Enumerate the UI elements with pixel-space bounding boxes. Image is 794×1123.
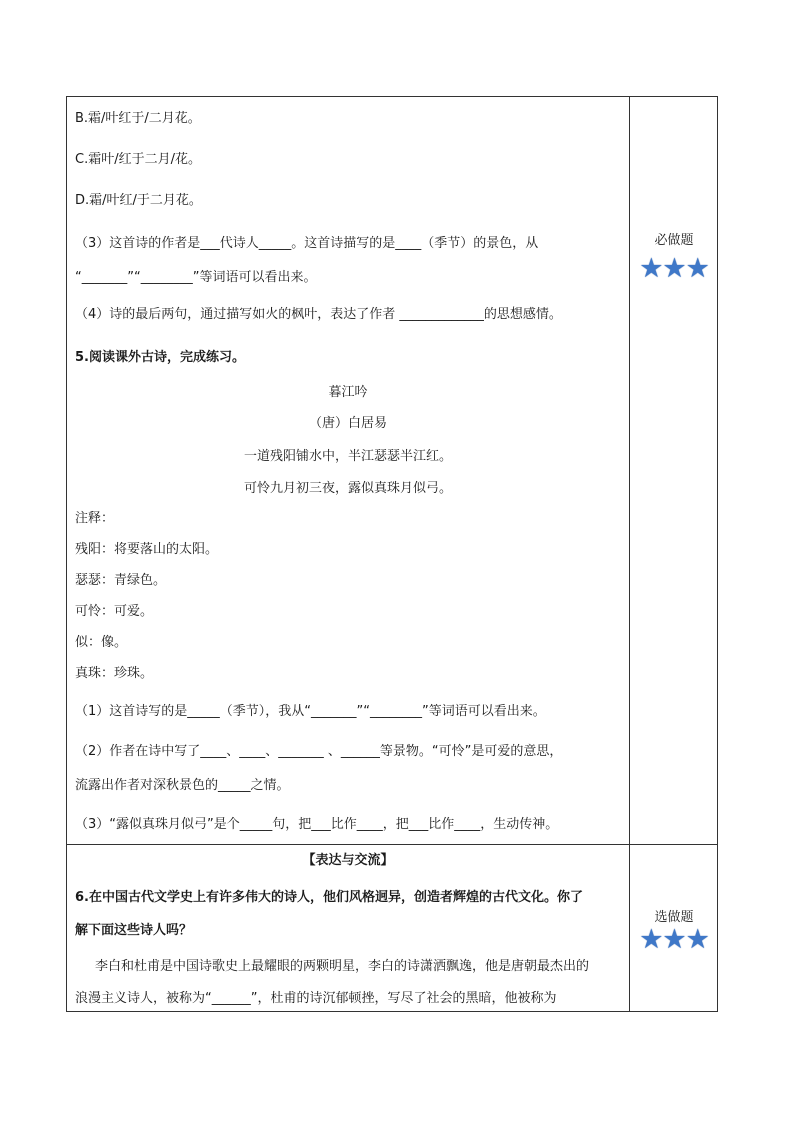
question-6-line-1: 6.在中国古代文学史上有许多伟大的诗人，他们风格迥异，创造者辉煌的古代文化。你了 (75, 890, 583, 905)
star-icon: ★★★ (639, 924, 709, 955)
optional-label: 选做题 (654, 910, 694, 925)
section-heading: 【表达与交流】 (302, 853, 394, 868)
row-divider (66, 844, 718, 845)
note-item: 可怜：可爱。 (75, 604, 154, 619)
paragraph-line-2: 浪漫主义诗人，被称为“______”，杜甫的诗沉郁顿挫，写尽了社会的黑暗，他被称为 (75, 991, 557, 1006)
poem-author: （唐）白居易 (308, 416, 387, 431)
star-icon: ★★★ (639, 253, 709, 284)
option-d: D.霜/叶红/于二月花。 (75, 193, 202, 208)
option-c: C.霜叶/红于二月/花。 (75, 152, 201, 167)
required-label: 必做题 (654, 233, 694, 248)
notes-label: 注释： (75, 511, 115, 526)
subquestion-2-line-2: 流露出作者对深秋景色的_____之情。 (75, 778, 290, 793)
subquestion-2-line-1: （2）作者在诗中写了____、____、_______ 、______等景物。“可怜”是可爱的意思， (75, 744, 563, 759)
poem-title: 暮江吟 (328, 385, 368, 400)
paragraph-line-1: 李白和杜甫是中国诗歌史上最耀眼的两颗明星，李白的诗潇洒飘逸，他是唐朝最杰出的 (95, 959, 590, 974)
option-b: B.霜/叶红于/二月花。 (75, 111, 201, 126)
note-item: 似：像。 (75, 635, 128, 650)
note-item: 残阳：将要落山的太阳。 (75, 542, 219, 557)
difficulty-stars (630, 926, 718, 953)
subquestion-3: （3）“露似真珠月似弓”是个_____句，把___比作____，把___比作____，生动传神。 (75, 817, 559, 832)
question-3-line-2: “_______”“________”等词语可以看出来。 (75, 270, 317, 285)
difficulty-stars (630, 255, 718, 282)
question-6-line-2: 解下面这些诗人吗？ (75, 923, 193, 938)
question-4: （4）诗的最后两句，通过描写如火的枫叶，表达了作者 _____________的思想感情。 (75, 307, 562, 322)
subquestion-1: （1）这首诗写的是_____（季节），我从“_______”“________”等词语可以看出来。 (75, 704, 546, 719)
question-3-line-1: （3）这首诗的作者是___代诗人_____。这首诗描写的是____（季节）的景色，从 (75, 236, 539, 251)
note-item: 瑟瑟：青绿色。 (75, 573, 167, 588)
poem-line-2: 可怜九月初三夜，露似真珠月似弓。 (243, 481, 452, 496)
question-5-heading: 5.阅读课外古诗，完成练习。 (75, 350, 245, 365)
poem-line-1: 一道残阳铺水中，半江瑟瑟半江红。 (243, 449, 452, 464)
note-item: 真珠：珍珠。 (75, 666, 154, 681)
